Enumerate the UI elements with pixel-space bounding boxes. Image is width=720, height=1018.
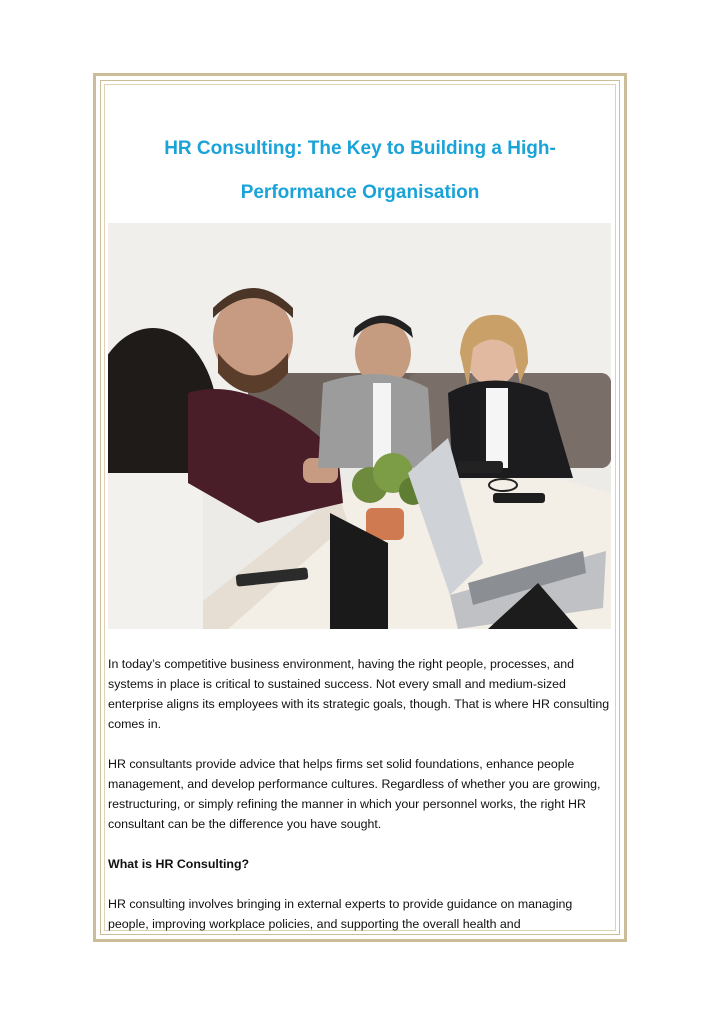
paragraph-intro: In today’s competitive business environment, having the right people, processes, and systems in place is critical to sustained success. Not every small and medium-sized enterprise aligns its employees with its strategic goals, though. That is where HR consulting comes in. [108,657,610,731]
document-body [108,654,613,954]
paragraph-definition: HR consulting involves bringing in external experts to provide guidance on managing people, improving workplace policies, and supporting the overall health and [108,897,573,931]
section-heading: What is HR Consulting? [108,857,250,871]
meeting-photo [108,223,611,629]
document-title: HR Consulting: The Key to Building a High-Performance Organisation [164,138,556,203]
paragraph-consultants: HR consultants provide advice that helps firms set solid foundations, enhance people management, and develop performance cultures. Regardless of whether you are growing, restructuring, or simply refining the manner in which your personnel works, the right HR consultant can be the difference you have sought. [108,757,601,831]
